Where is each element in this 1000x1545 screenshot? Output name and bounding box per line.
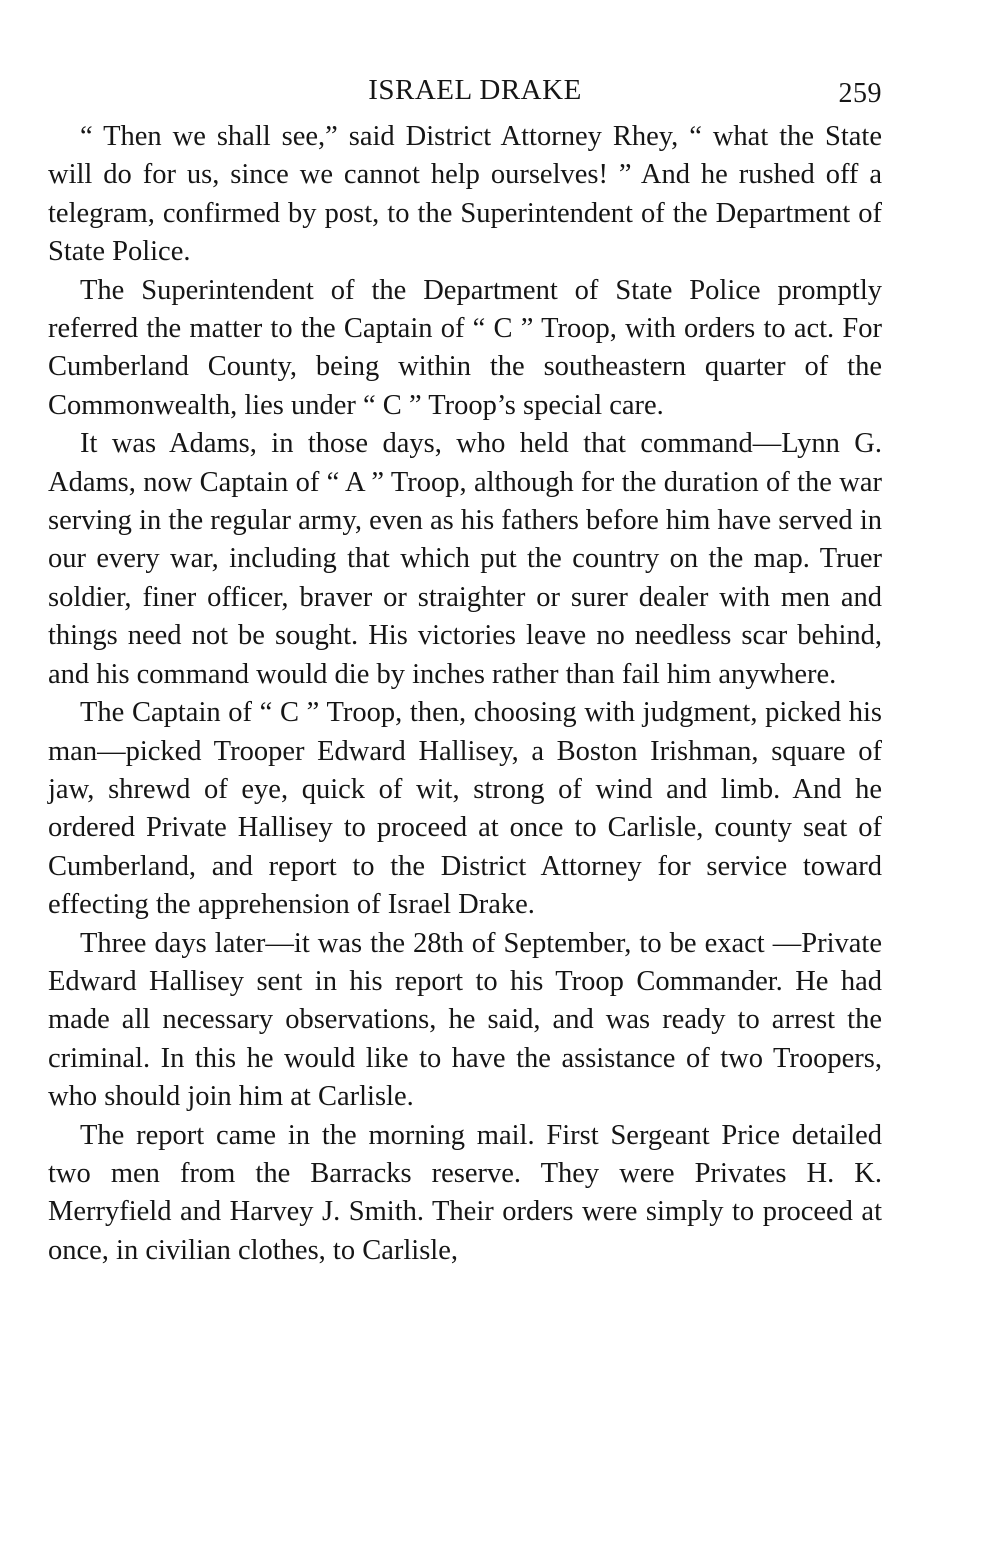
running-head [48, 70, 882, 118]
book-page [48, 70, 882, 1270]
paragraph-6: The report came in the morning mail. First Sergeant Price detailed two men from the Barracks reserve. They were Privates H. K. Merryfield and Harvey J. Smith. Their orders were simply to proceed at once, in civilian clothes, to Carlisle, [48, 1119, 882, 1266]
paragraph-5: Three days later—it was the 28th of September, to be exact —Private Edward Hallisey sent in his report to his Troop Commander. He had made all necessary observations, he said, and was ready to arrest the criminal. In this he would like to have the assistance of two Troopers, who should join him at Carlisle. [48, 927, 882, 1113]
paragraph-1: “ Then we shall see,” said District Attorney Rhey, “ what the State will do for us, since we cannot help ourselves! ” And he rushed off a telegram, confirmed by post, to the Superintendent of the Department of State Police. [48, 121, 882, 268]
paragraph-2: The Superintendent of the Department of State Police promptly referred the matter to the Captain of “ C ” Troop, with orders to act. For Cumberland County, being within the southeastern quarter of the Commonwealth, lies under “ C ” Troop’s special care. [48, 274, 882, 421]
paragraph-4: The Captain of “ C ” Troop, then, choosing with judgment, picked his man—picked Trooper Edward Hallisey, a Boston Irishman, square of jaw, shrewd of eye, quick of wit, strong of wind and limb. And he ordered Private Hallisey to proceed at once to Carlisle, county seat of Cumberland, and report to the District Attorney for service toward effecting the apprehension of Israel Drake. [48, 697, 882, 921]
page-number: 259 [838, 78, 882, 109]
body-text [48, 118, 882, 1270]
running-title: ISRAEL DRAKE [368, 74, 582, 106]
paragraph-3: It was Adams, in those days, who held that command—Lynn G. Adams, now Captain of “ A ” Troop, although for the duration of the war serving in the regular army, even as his fathers before him have served in our every war, including that which put the country on the map. Truer soldier, finer officer, braver or straighter or surer dealer with men and things need not be sought. His victories leave no needless scar behind, and his command would die by inches rather than fail him anywhere. [48, 428, 882, 690]
